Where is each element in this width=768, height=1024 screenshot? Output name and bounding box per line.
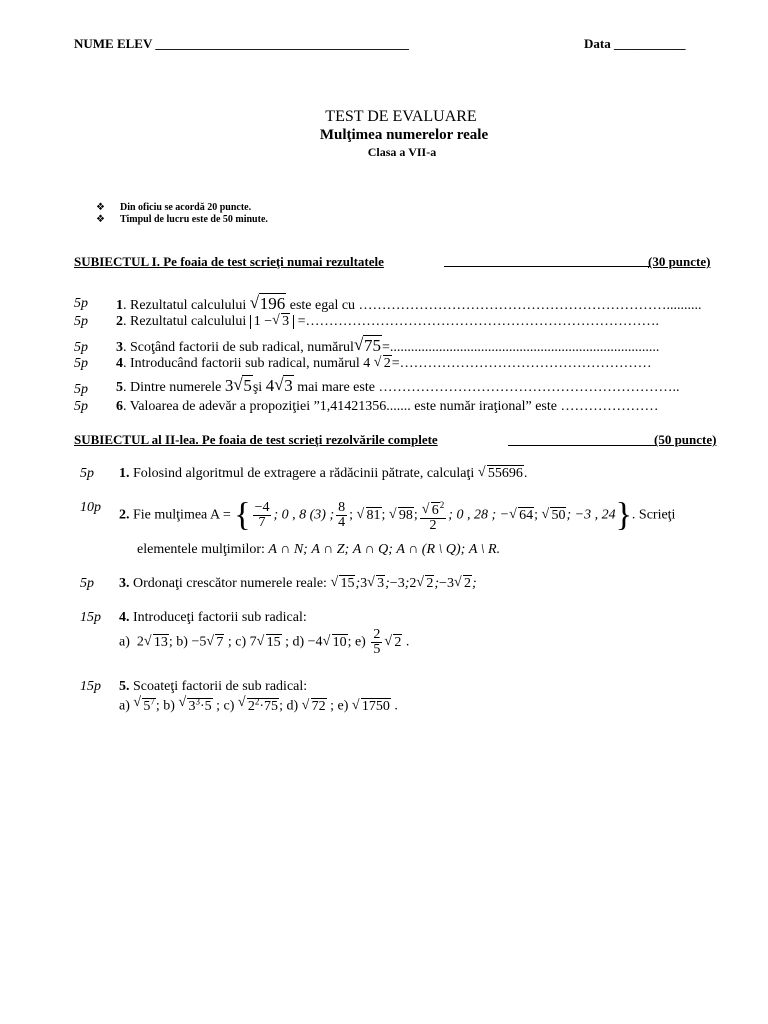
section2-item-5-list: a) √ $5^7$; b) √ $3^3\cdot 5$ ; c) √ $2^2\cdot 75$; d) √ 72 ; e) √ 1750 . (119, 696, 398, 715)
rule-item: Timpul de lucru este de 50 minute. (120, 214, 268, 225)
item-points: 5p (74, 356, 88, 371)
page-title: TEST DE EVALUARE (325, 108, 477, 125)
section2-item-2: 2. Fie mulţimea A = { $\frac{-4}{7}$ ; 0 , 8 (3) ; $\frac{8}{4}$ ; √ 81; √ 98; √ $\frac{6^2}{2}$ ; 0 , 28 ; −√ 64; √ 50; −3 , 24}. Scrieţi (119, 498, 675, 533)
section1-item-4: 4. Introducând factorii sub radical, numărul 4 √ 2=……………………………………………… (116, 356, 652, 372)
rule-item: Din oficiu se acordă 20 puncte. (120, 202, 252, 213)
section1-item-6: 6. Valoarea de adevăr a propoziţiei ”1,41421356....... este număr iraţional” este ………………… (116, 399, 659, 414)
grade-label: Clasa a VII-a (367, 145, 437, 159)
section1-item-3: 3. Scoţând factorii de sub radical, numărul√ 75=............................................................................. (116, 336, 659, 356)
item-points: 5p (80, 466, 94, 481)
item-points: 5p (74, 382, 88, 397)
section1-item-1: 1. Rezultatul calculului √ 196 este egal cu ………………………………………………………….......... (116, 294, 702, 314)
item-points: 15p (80, 610, 101, 625)
section2-item-3: 3. Ordonaţi crescător numerele reale: √ 15;3√ 3;−3;2√ 2;−3√ 2; (119, 576, 477, 592)
section2-item-2-line2: elementele mulţimilor: A ∩ N; A ∩ Z; A ∩ Q; A ∩ (R \ Q); A \ R. (137, 542, 501, 557)
item-points: 5p (74, 296, 88, 311)
section2-heading: SUBIECTUL al II-lea. Pe foaia de test scrieţi rezolvările complete (74, 432, 438, 447)
section1-heading: SUBIECTUL I. Pe foaia de test scrieţi numai rezultatele (74, 254, 384, 269)
item-points: 5p (74, 399, 88, 414)
date-field: Data ___________ (584, 36, 686, 51)
section1-item-2: 2. Rezultatul calculului 1 −√ 3 =…………………………………………………………………. (116, 314, 659, 330)
item-points: 10p (80, 500, 101, 515)
section1-item-5: 5. Dintre numerele 3√ 5şi 4√ 3 mai mare este ……………………………………………………….. (116, 376, 679, 396)
section2-item-5: 5. Scoateţi factorii de sub radical: (119, 679, 308, 694)
page-subtitle: Mulţimea numerelor reale (319, 127, 489, 143)
item-points: 5p (80, 576, 94, 591)
section2-item-1: 1. Folosind algoritmul de extragere a rădăcinii pătrate, calculaţi √ 55696. (119, 466, 527, 482)
diamond-bullet-icon: ❖ (96, 214, 105, 225)
student-name-field: NUME ELEV _______________________________________ (74, 36, 409, 51)
section2-underline (508, 445, 656, 446)
item-points: 5p (74, 340, 88, 355)
section2-points: (50 puncte) (654, 432, 717, 447)
section1-underline (444, 266, 650, 267)
section2-item-4: 4. Introduceţi factorii sub radical: (119, 610, 307, 625)
diamond-bullet-icon: ❖ (96, 202, 105, 213)
item-points: 5p (74, 314, 88, 329)
section1-points: (30 puncte) (648, 254, 711, 269)
item-points: 15p (80, 679, 101, 694)
section2-item-4-list: a) 2√ 13; b) −5√ 7 ; c) 7√ 15 ; d) −4√ 10; e) $\frac{2}{5}$ √ 2 . (119, 628, 409, 657)
